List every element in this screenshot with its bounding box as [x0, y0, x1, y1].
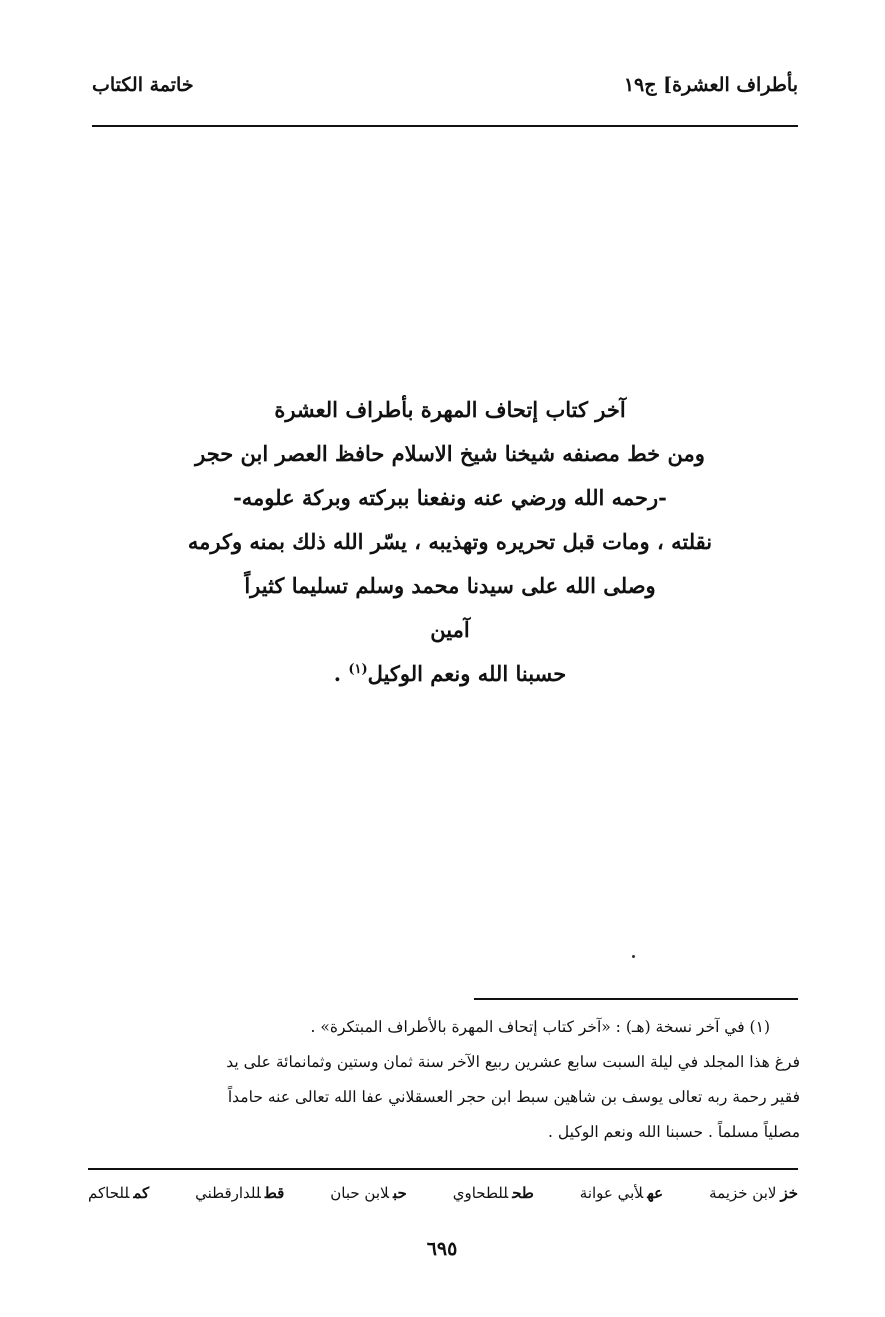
sigla-code: طح — [512, 1184, 534, 1202]
running-header-book-title: بأطراف العشرة] ج١٩ — [623, 74, 798, 96]
colophon-line: آخر كتاب إتحاف المهرة بأطراف العشرة — [274, 397, 626, 422]
sigla-code: قط — [264, 1184, 285, 1202]
colophon-block — [120, 388, 780, 696]
sigla-name: للحاكم — [88, 1184, 130, 1202]
footnote-rule — [474, 998, 798, 1000]
footnote-line: فرغ هذا المجلد في ليلة السبت سابع عشرين ربيع الآخر سنة ثمان وستين وثمانمائة على يد — [226, 1053, 800, 1071]
sigla-name: للطحاوي — [452, 1184, 509, 1202]
page-number: ٦٩٥ — [426, 1238, 458, 1260]
sigla-name: لابن خزيمة — [709, 1184, 777, 1202]
sigla-code: حب — [392, 1184, 407, 1202]
footnote-line: مصلياً مسلماً . حسبنا الله ونعم الوكيل . — [548, 1123, 800, 1141]
footnote-line: (١) في آخر نسخة (هـ) : «آخر كتاب إتحاف المهرة بالأطراف المبتكرة» . — [310, 1018, 770, 1036]
running-header — [92, 74, 798, 114]
footnotes-block — [88, 1010, 800, 1150]
print-speck — [632, 955, 635, 958]
colophon-line: ومن خط مصنفه شيخنا شيخ الاسلام حافظ العصر ابن حجر — [195, 441, 705, 466]
sigla-code: عه — [647, 1184, 664, 1202]
sigla-name: لأبي عوانة — [579, 1184, 644, 1202]
colophon-line: وصلى الله على سيدنا محمد وسلم تسليما كثيراً — [244, 573, 656, 598]
sigla-item — [330, 1184, 407, 1202]
sigla-item — [580, 1184, 663, 1202]
colophon-line: -رحمه الله ورضي عنه ونفعنا ببركته وبركة علومه- — [233, 485, 667, 510]
footnote-line: فقير رحمة ربه تعالى يوسف بن شاهين سبط ابن حجر العسقلاني عفا الله تعالى عنه حامداً — [227, 1088, 800, 1106]
sigla-name: لابن حبان — [330, 1184, 389, 1202]
running-header-section-title: خاتمة الكتاب — [92, 74, 194, 96]
sigla-legend — [88, 1184, 798, 1202]
colophon-last-line-text: حسبنا الله ونعم الوكيل — [367, 661, 567, 686]
sigla-code: خز — [780, 1184, 798, 1202]
footnote-marker: (١) — [348, 662, 368, 677]
sigla-item — [709, 1184, 798, 1202]
colophon-line-amen: آمين — [430, 617, 470, 642]
sigla-name: للدارقطني — [195, 1184, 261, 1202]
sigla-item — [453, 1184, 534, 1202]
sigla-item — [195, 1184, 284, 1202]
sigla-rule — [88, 1168, 798, 1170]
colophon-line: نقلته ، ومات قبل تحريره وتهذيبه ، يسّر الله ذلك بمنه وكرمه — [187, 529, 713, 554]
sigla-item — [88, 1184, 149, 1202]
colophon-last-line-end: . — [333, 661, 349, 686]
colophon-last-line — [120, 652, 780, 696]
sigla-code: كم — [133, 1184, 150, 1202]
header-rule — [92, 125, 798, 127]
